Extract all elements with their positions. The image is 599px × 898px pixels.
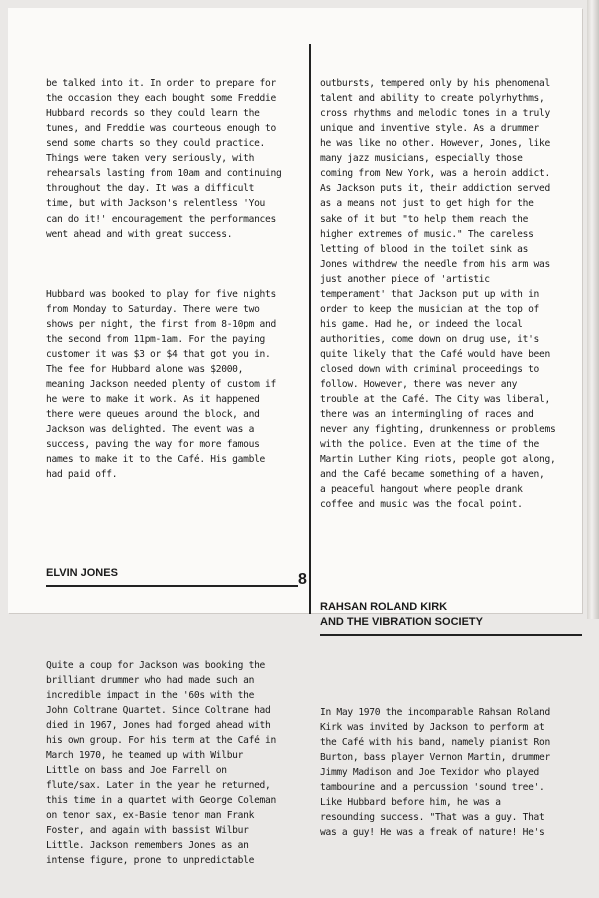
elvin-jones-heading-block <box>46 535 298 616</box>
section-heading-elvin-jones: ELVIN JONES <box>46 566 298 587</box>
left-paragraph-1: be talked into it. In order to prepare for the occasion they each bought some Freddie Hubbard records so they could learn the tunes, and Freddie was courteous enough to send some charts so they could practice. Things were taken very seriously, with rehearsals lasting from 10am and continuing throughout the day. It was a difficult time, but with Jackson's relentless 'You can do it!' encouragement the performances went ahead and with great success. <box>46 78 282 240</box>
booklet-edge <box>587 0 599 619</box>
column-divider <box>309 44 311 614</box>
right-paragraph-1: outbursts, tempered only by his phenomenal talent and ability to create polyrhythms, cross rhythms and melodic tones in a truly unique and inventive style. As a drummer he was like no other. However, Jones, like many jazz musicians, especially those coming from New York, was a heroin addict. As Jackson puts it, their addiction served as a means not just to get high for the sake of it but "to help them reach the higher extremes of music." The careless letting of blood in the toilet sink as Jones withdrew the needle from his arm was just another piece of 'artistic temperament' that Jackson put up with in order to keep the musician at the top of his game. Had he, or indeed the local authorities, come down on drug use, it's quite likely that the Café would have been closed down with criminal proceedings to follow. However, there was never any trouble at the Café. The City was liberal, there was an intermingling of races and never any fighting, drunkenness or problems with the police. Even at the time of the Martin Luther King riots, people got along, and the Café became something of a haven, a peaceful hangout where people drank coffee and music was the focal point. <box>320 78 556 511</box>
section-heading-rahsan-roland-kirk: RAHSAN ROLAND KIRK AND THE VIBRATION SOCIETY <box>320 600 582 636</box>
left-column <box>46 46 298 898</box>
right-paragraph-2: In May 1970 the incomparable Rahsan Roland Kirk was invited by Jackson to perform at the Café with his band, namely pianist Ron Burton, bass player Vernon Martin, drummer Jimmy Madison and Joe Texidor who played tambourine and a percussion 'sound tree'. Like Hubbard before him, he was a resounding success. "That was a guy. That was a guy! He was a freak of nature! He's <box>320 706 550 839</box>
left-paragraph-2: Hubbard was booked to play for five nights from Monday to Saturday. There were two shows per night, the first from 8-10pm and the second from 11pm-1am. For the paying customer it was $3 or $4 that got you in. The fee for Hubbard alone was $2000, meaning Jackson needed plenty of custom if he were to make it work. As it happened there were queues around the block, and Jackson was delighted. The event was a success, paving the way for more famous names to make it to the Café. His gamble had paid off. <box>46 288 276 481</box>
kirk-heading-block <box>320 570 582 666</box>
right-column <box>320 46 582 870</box>
left-paragraph-3: Quite a coup for Jackson was booking the brilliant drummer who had made such an incredible impact in the '60s with the John Coltrane Quartet. Since Coltrane had died in 1967, Jones had forged ahead with his own group. For his term at the Café in March 1970, he teamed up with Wilbur Little on bass and Joe Farrell on flute/sax. Later in the year he returned, this time in a quartet with George Coleman on tenor sax, ex-Basie tenor man Frank Foster, and again with bassist Wilbur Little. Jackson remembers Jones as an intense figure, prone to unpredictable <box>46 659 276 867</box>
booklet-page <box>8 8 582 867</box>
page-number: 8 <box>298 571 307 588</box>
